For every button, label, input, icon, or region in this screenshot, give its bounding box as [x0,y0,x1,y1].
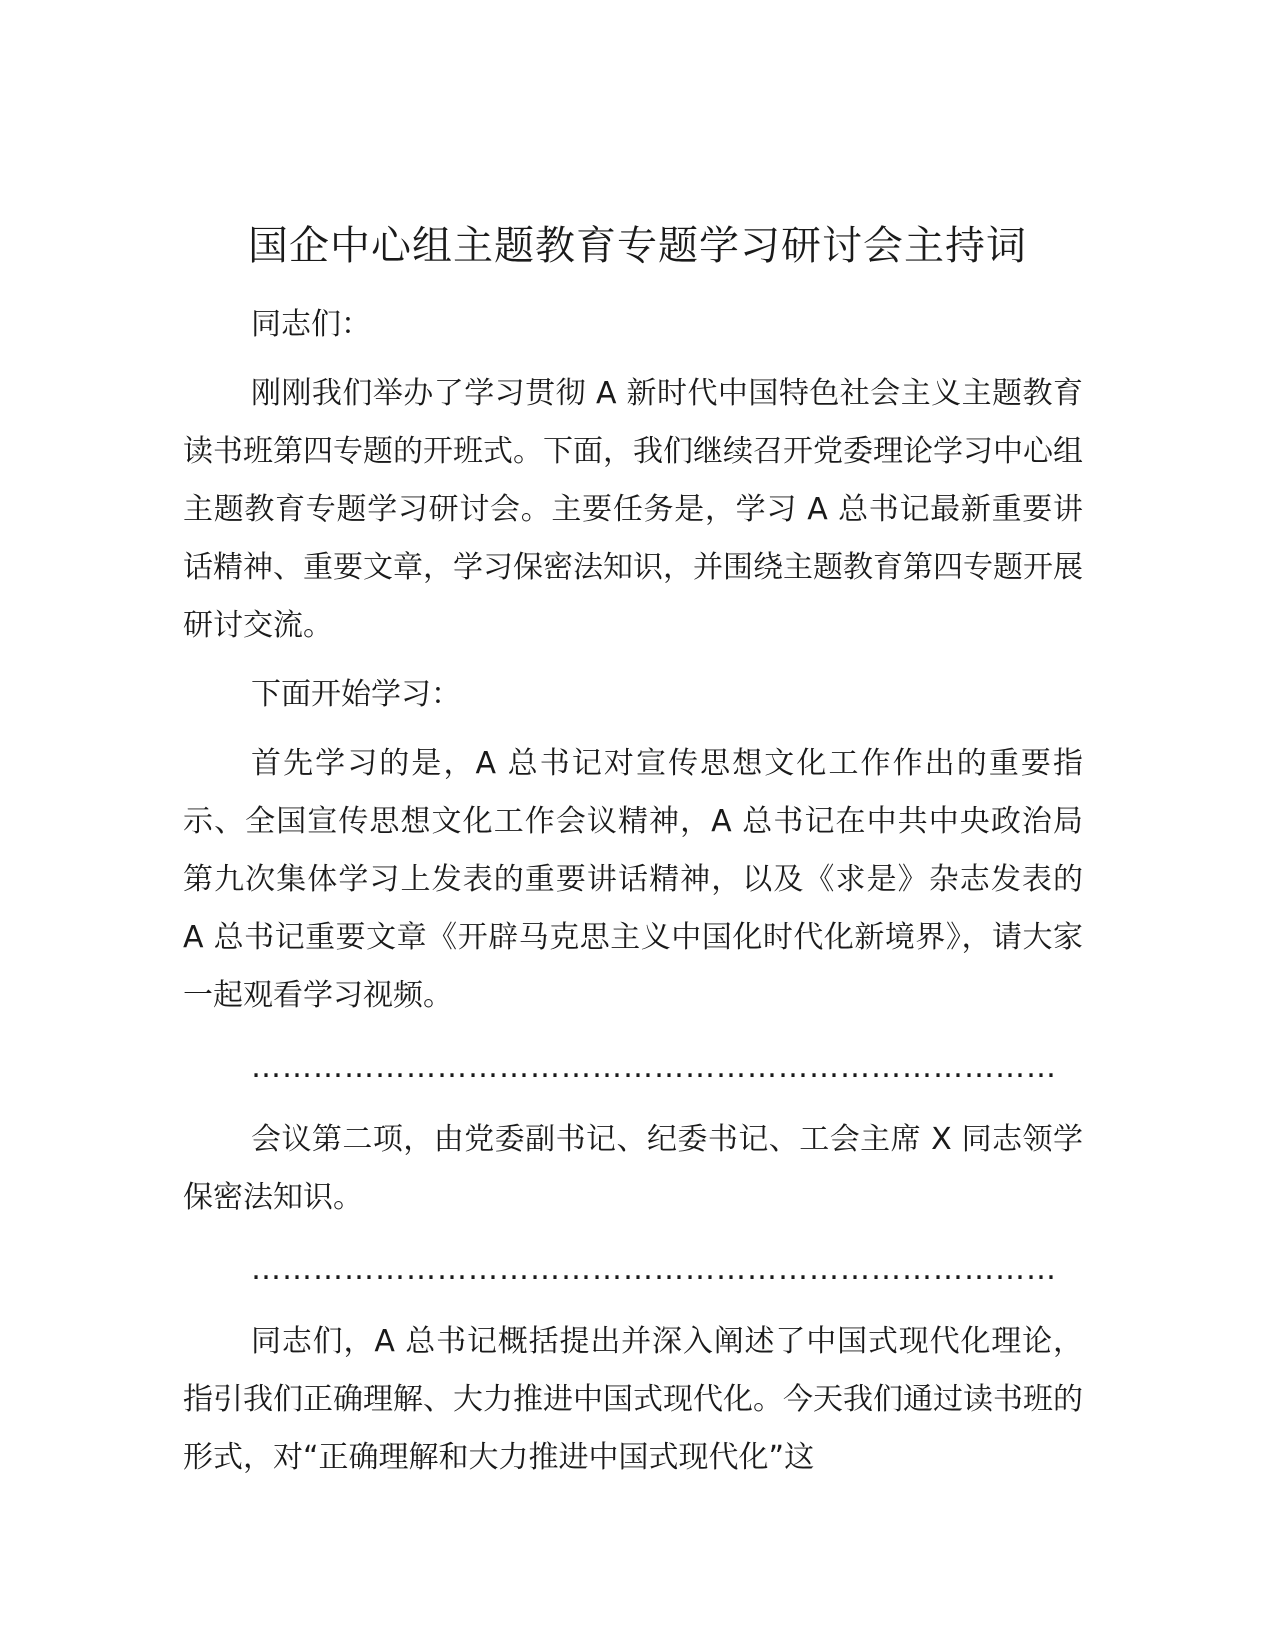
paragraph-second-item: 会议第二项，由党委副书记、纪委书记、工会主席 X 同志领学保密法知识。 [183,1122,1083,1215]
paragraph-intro: 刚刚我们举办了学习贯彻 A 新时代中国特色社会主义主题教育读书班第四专题的开班式。下面，我们继续召开党委理论学习中心组主题教育专题学习研讨会。主要任务是，学习 A 总书记最新重要讲话精神、重要文章，学习保密法知识，并围绕主题教育第四专题开展研讨交流。 [183,376,1083,643]
ellipsis-divider: …………………………………………………………………… [251,1050,1057,1085]
salutation: 同志们： [251,307,371,342]
paragraph-closing: 同志们，A 总书记概括提出并深入阐述了中国式现代化理论，指引我们正确理解、大力推进中国式现代化。今天我们通过读书班的形式，对“正确理解和大力推进中国式现代化”这 [183,1324,1083,1475]
paragraph-first-study: 首先学习的是，A 总书记对宣传思想文化工作作出的重要指示、全国宣传思想文化工作会议精神，A 总书记在中共中央政治局第九次集体学习上发表的重要讲话精神，以及《求是》杂志发表的 A 总书记重要文章《开辟马克思主义中国化时代化新境界》，请大家一起观看学习视频。 [183,746,1083,1013]
ellipsis-divider: …………………………………………………………………… [251,1252,1057,1287]
document-title: 国企中心组主题教育专题学习研讨会主持词 [248,223,1027,269]
document-body [183,296,1083,1498]
paragraph-start-study: 下面开始学习： [251,677,461,712]
